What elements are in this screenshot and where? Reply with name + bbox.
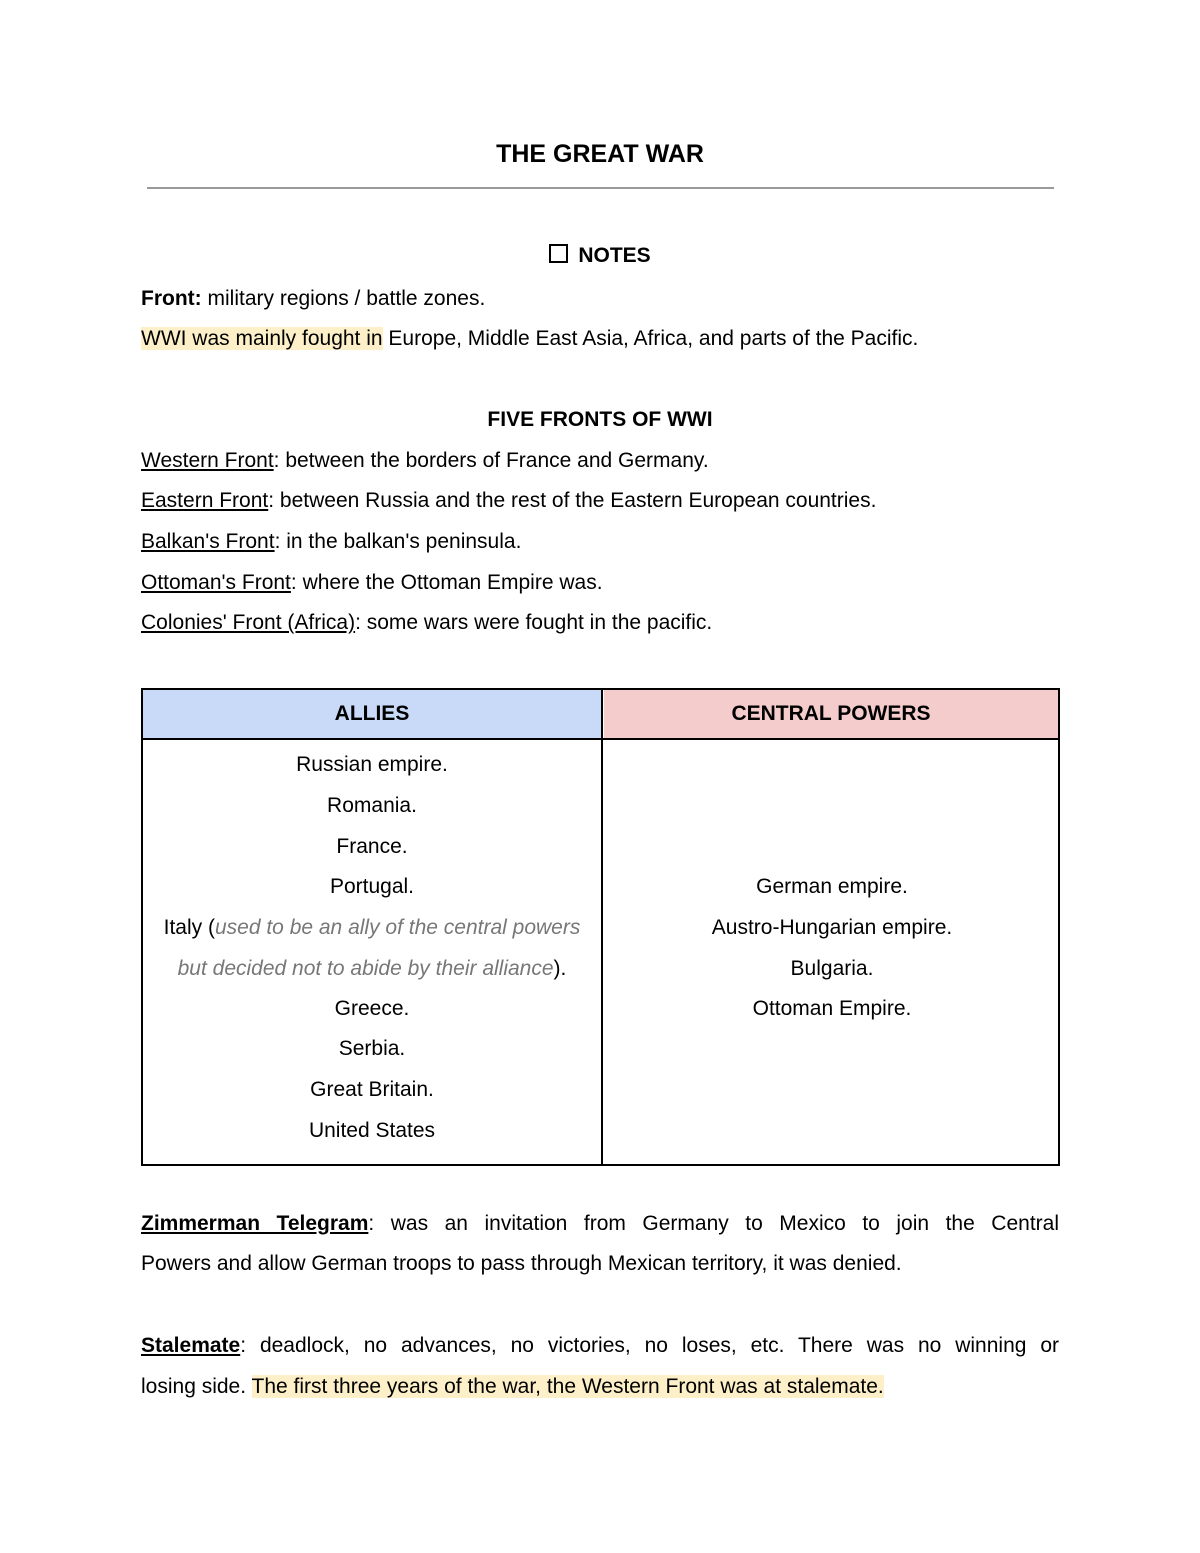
allies-header: ALLIES [334,702,410,725]
front-name: Balkan's Front [141,530,275,553]
checkbox-icon[interactable] [549,244,568,263]
allies-item: Romania. [327,794,417,817]
allies-item: Greece. [334,997,410,1020]
fronts-heading: FIVE FRONTS OF WWI [487,408,713,431]
central-item: Ottoman Empire. [752,997,912,1020]
front-desc: : where the Ottoman Empire was. [290,571,603,594]
central-item: German empire. [756,875,908,898]
stalemate-plain: losing side. [141,1375,252,1398]
stalemate-highlight: The first three years of the war, the Western Front was at stalemate. [251,1375,884,1398]
italy-note-cont: but decided not to abide by their alliance [177,957,554,980]
front-item [141,571,603,595]
allies-item: Serbia. [338,1037,406,1060]
stalemate-term: Stalemate [141,1334,241,1357]
allies-item: Great Britain. [310,1078,434,1101]
page-title: THE GREAT WAR [496,140,704,168]
front-desc: : some wars were fought in the pacific. [355,611,713,634]
allies-item: Russian empire. [296,753,448,776]
stalemate-text: : deadlock, no advances, no victories, no loses, etc. There was no winning or [240,1334,1059,1357]
front-text: military regions / battle zones. [201,287,486,310]
front-desc: : between Russia and the rest of the Eastern European countries. [268,489,877,512]
column-divider [601,690,603,1164]
allies-item-italy [143,916,601,940]
allies-item: France. [336,835,408,858]
zimmerman-line1 [141,1212,1059,1236]
front-name: Ottoman's Front [141,571,291,594]
central-item: Bulgaria. [790,957,874,980]
allies-item-italy-cont [143,957,601,981]
front-item [141,449,709,473]
front-item [141,530,521,554]
central-powers-header: CENTRAL POWERS [731,702,931,725]
front-name: Eastern Front [141,489,269,512]
front-term: Front: [141,287,202,310]
wwi-fought-line [141,327,918,351]
wwi-rest: Europe, Middle East Asia, Africa, and parts of the Pacific. [382,327,919,350]
front-name: Colonies' Front (Africa) [141,611,356,634]
zimmerman-line2: Powers and allow German troops to pass through Mexican territory, it was denied. [141,1252,902,1275]
front-name: Western Front [141,449,274,472]
allies-item: United States [308,1119,436,1142]
front-item [141,489,876,513]
front-desc: : between the borders of France and Germany. [273,449,709,472]
italy-prefix: Italy ( [163,916,215,939]
central-item: Austro-Hungarian empire. [711,916,953,939]
front-definition [141,287,485,311]
italy-suffix: ). [553,957,567,980]
stalemate-line1 [141,1334,1059,1358]
front-item [141,611,712,635]
front-desc: : in the balkan's peninsula. [274,530,522,553]
notes-heading-row [0,244,1200,268]
zimmerman-text: : was an invitation from Germany to Mexico to join the Central [368,1212,1059,1235]
zimmerman-term: Zimmerman Telegram [141,1212,369,1235]
title-divider [147,187,1054,189]
stalemate-line2 [141,1375,884,1399]
wwi-highlight: WWI was mainly fought in [141,327,383,350]
allies-item: Portugal. [329,875,415,898]
italy-note: used to be an ally of the central powers [214,916,581,939]
alliances-table [141,688,1060,1166]
notes-heading: NOTES [578,244,651,267]
